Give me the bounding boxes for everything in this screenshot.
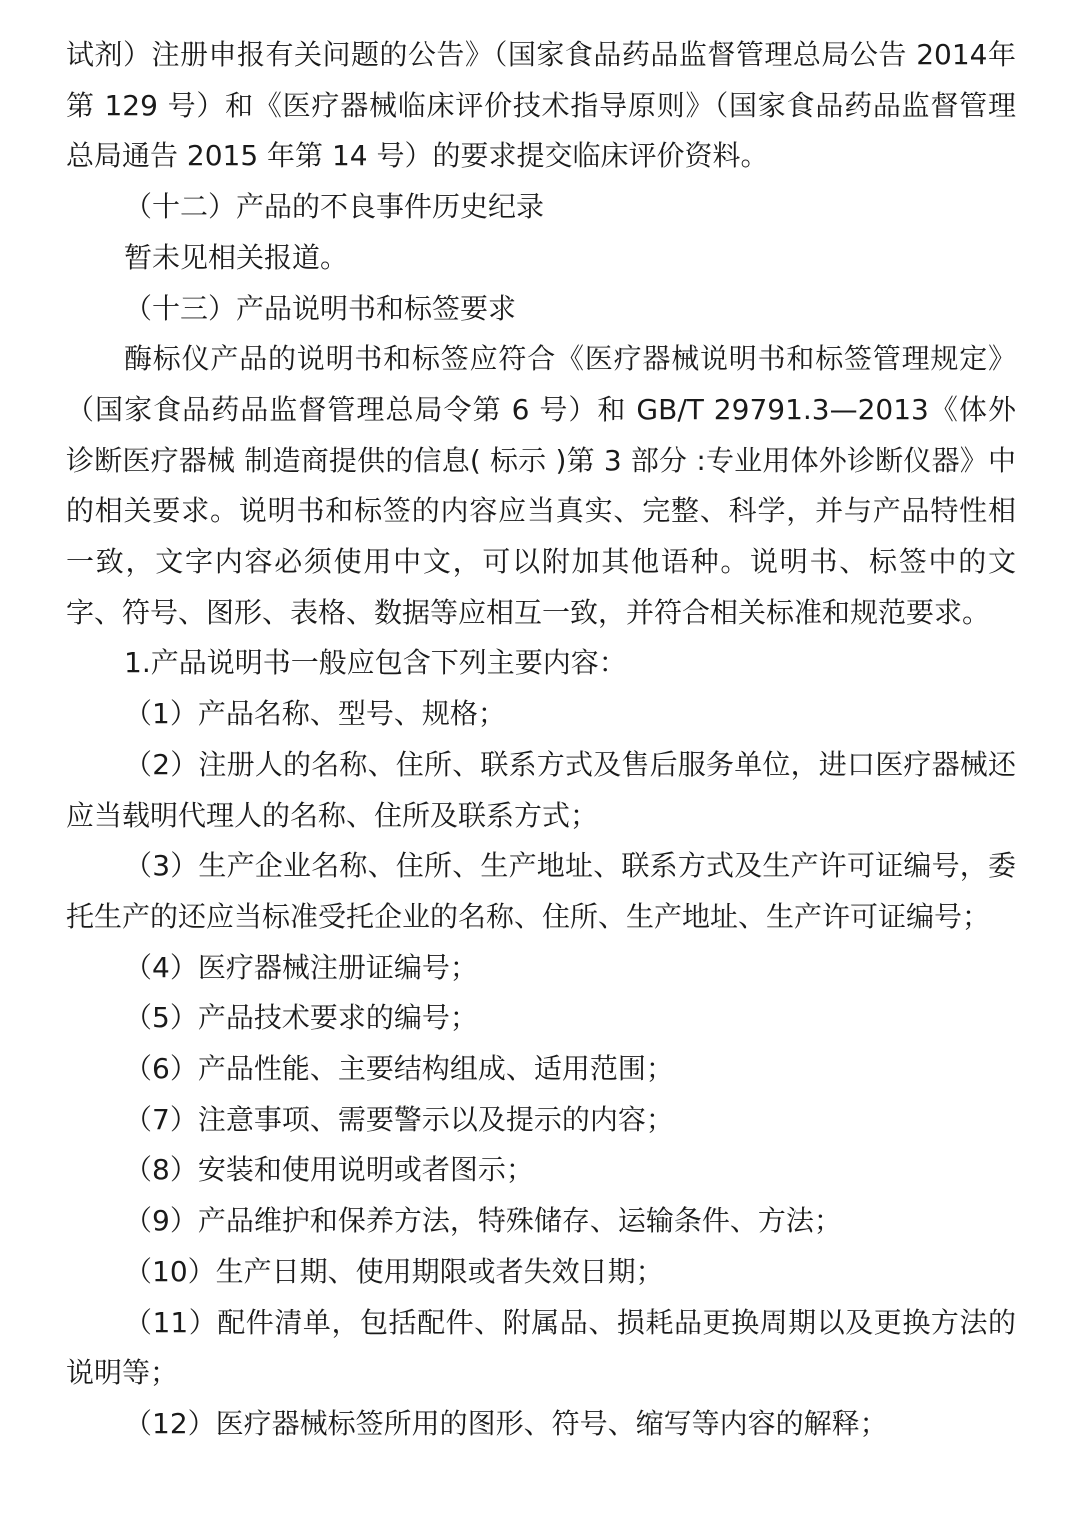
document-body bbox=[66, 30, 1016, 1450]
list-intro: 1.产品说明书一般应包含下列主要内容： bbox=[124, 646, 627, 680]
list-item-1: （1）产品名称、型号、规格； bbox=[124, 697, 506, 731]
list-item-4: （4）医疗器械注册证编号； bbox=[124, 950, 478, 984]
list-item-9: （9）产品维护和保养方法，特殊储存、运输条件、方法； bbox=[124, 1204, 842, 1238]
list-item-10: （10）生产日期、使用期限或者失效日期； bbox=[124, 1254, 664, 1288]
list-item-11: （11）配件清单，包括配件、附属品、损耗品更换周期以及更换方法的说明等； bbox=[66, 1305, 1016, 1390]
list-item-8: （8）安装和使用说明或者图示； bbox=[124, 1153, 534, 1187]
list-item-2: （2）注册人的名称、住所、联系方式及售后服务单位，进口医疗器械还应当载明代理人的名称、住所及联系方式； bbox=[66, 747, 1016, 832]
list-item-12: （12）医疗器械标签所用的图形、符号、缩写等内容的解释； bbox=[124, 1406, 888, 1440]
list-item-5: （5）产品技术要求的编号； bbox=[124, 1001, 478, 1035]
section-heading-adverse-events: （十二）产品的不良事件历史纪录 bbox=[124, 190, 545, 224]
paragraph-no-reports: 暂未见相关报道。 bbox=[124, 240, 349, 274]
list-item-7: （7）注意事项、需要警示以及提示的内容； bbox=[124, 1102, 674, 1136]
section-heading-labeling: （十三）产品说明书和标签要求 bbox=[124, 291, 517, 325]
list-item-6: （6）产品性能、主要结构组成、适用范围； bbox=[124, 1052, 674, 1086]
paragraph-clinical-evaluation: 试剂）注册申报有关问题的公告》（国家食品药品监督管理总局公告 2014年第 129 号）和《医疗器械临床评价技术指导原则》（国家食品药品监督管理总局通告 2015 年第 14 号）的要求提交临床评价资料。 bbox=[66, 38, 1016, 173]
paragraph-labeling-requirements: 酶标仪产品的说明书和标签应符合《医疗器械说明书和标签管理规定》（国家食品药品监督管理总局令第 6 号）和 GB/T 29791.3—2013《体外诊断医疗器械 制造商提供的信息( 标示 )第 3 部分 :专业用体外诊断仪器》中的相关要求。说明书和标签的内容应当真实、完整、科学，并与产品特性相一致，文字内容必须使用中文，可以附加其他语种。说明书、标签中的文字、符号、图形、表格、数据等应相互一致，并符合相关标准和规范要求。 bbox=[66, 342, 1016, 629]
list-item-3: （3）生产企业名称、住所、生产地址、联系方式及生产许可证编号，委托生产的还应当标准受托企业的名称、住所、生产地址、生产许可证编号； bbox=[66, 849, 1016, 933]
